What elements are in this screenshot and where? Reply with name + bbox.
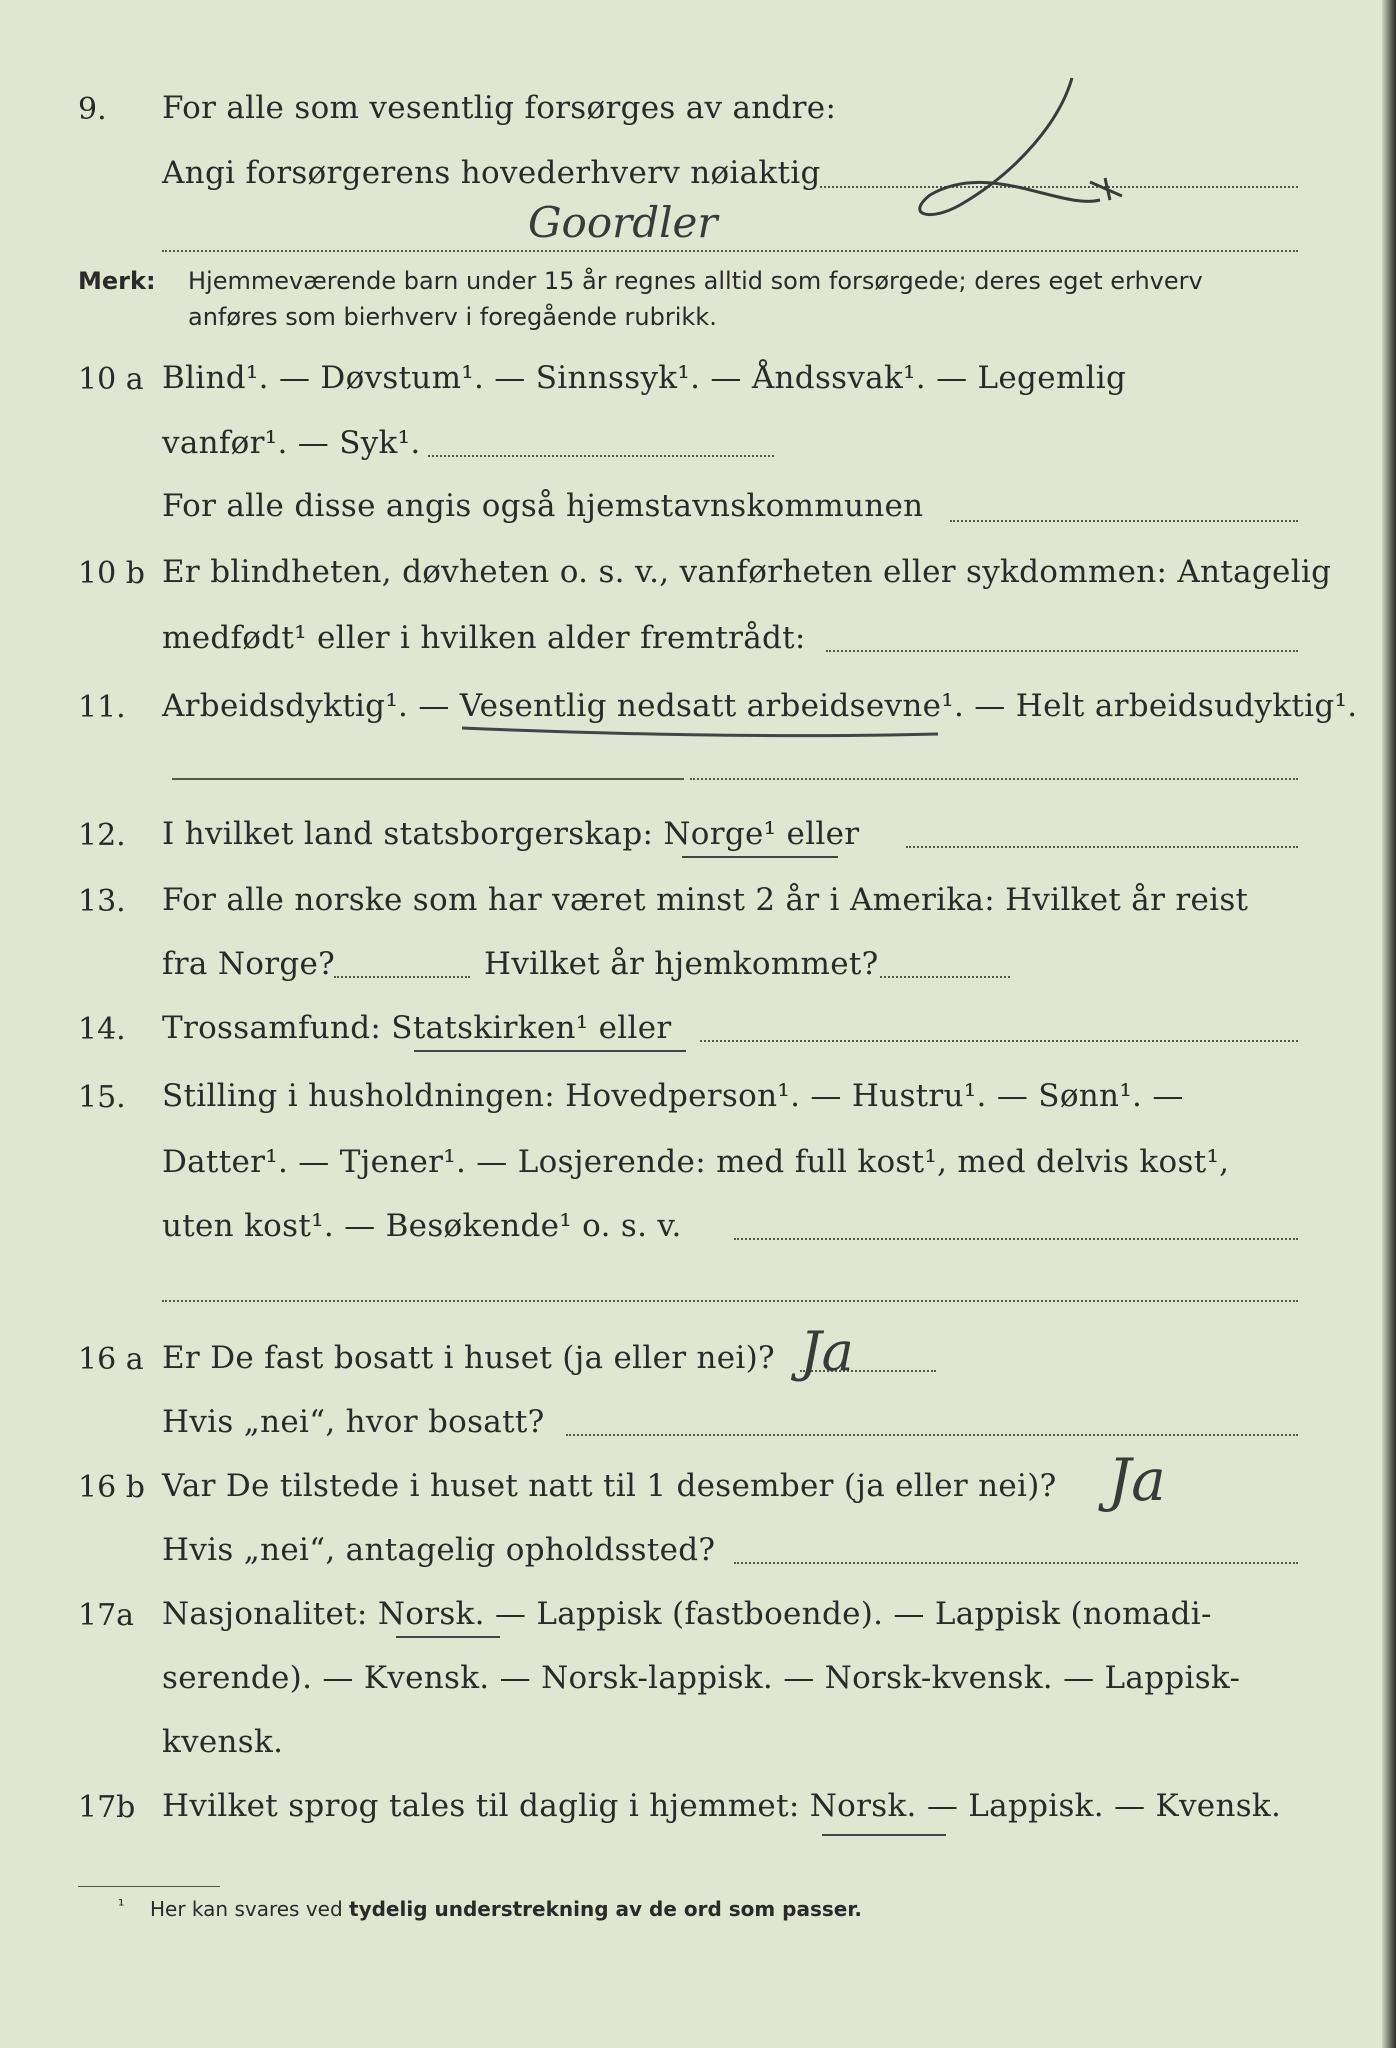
- q16b-line1: Var De tilstede i huset natt til 1 desember (ja eller nei)?: [162, 1468, 1057, 1504]
- q16b-opholdssted-line[interactable]: [734, 1562, 1298, 1564]
- footnote-text-bold: tydelig understrekning av de ord som passer.: [349, 1897, 862, 1921]
- merk-line2: anføres som bierhverv i foregående rubrikk.: [188, 303, 717, 331]
- q16b-number: 16 b: [78, 1470, 145, 1505]
- q9-number: 9.: [78, 92, 107, 127]
- q13-line1: For alle norske som har været minst 2 år i Amerika: Hvilket år reist: [162, 882, 1249, 918]
- footnote-rule: [78, 1886, 220, 1887]
- merk-line1: Hjemmeværende barn under 15 år regnes alltid som forsørgede; deres eget erhverv: [188, 267, 1203, 295]
- q10a-line2: vanfør¹. — Syk¹.: [162, 425, 421, 461]
- q12-norge-underline: [682, 856, 838, 858]
- q12-number: 12.: [78, 818, 126, 853]
- footnote-text-plain: Her kan svares ved: [150, 1897, 343, 1921]
- q13-number: 13.: [78, 884, 126, 919]
- q16a-number: 16 a: [78, 1342, 144, 1377]
- q13-reist-line[interactable]: [334, 976, 470, 978]
- q13-line2b: Hvilket år hjemkommet?: [484, 946, 879, 982]
- q16a-line2: Hvis „nei“, hvor bosatt?: [162, 1404, 545, 1440]
- q17a-number: 17a: [78, 1598, 135, 1633]
- q10a-number: 10 a: [78, 362, 144, 397]
- q15-line1: Stilling i husholdningen: Hovedperson¹. — Hustru¹. — Sønn¹. —: [162, 1078, 1184, 1114]
- q13-hjemkommet-line[interactable]: [880, 976, 1010, 978]
- q10b-number: 10 b: [78, 556, 145, 591]
- q9-handwritten-answer: Goordler: [528, 198, 718, 247]
- q17b-line1: Hvilket sprog tales til daglig i hjemmet: Norsk. — Lappisk. — Kvensk.: [162, 1788, 1282, 1824]
- q10a-line3: For alle disse angis også hjemstavnskommunen: [162, 488, 924, 524]
- q17b-norsk-underline: [822, 1834, 946, 1836]
- q14-number: 14.: [78, 1012, 126, 1047]
- q15-line2: Datter¹. — Tjener¹. — Losjerende: med full kost¹, med delvis kost¹,: [162, 1144, 1230, 1180]
- q9-line1: For alle som vesentlig forsørges av andre:: [162, 90, 837, 126]
- q12-answer-line[interactable]: [906, 846, 1298, 848]
- q16b-line2: Hvis „nei“, antagelig opholdssted?: [162, 1532, 716, 1568]
- q12-line1: I hvilket land statsborgerskap: Norge¹ eller: [162, 816, 860, 852]
- q17a-norsk-underline: [396, 1636, 500, 1638]
- q15-answer-line-2[interactable]: [162, 1300, 1298, 1302]
- q14-line1: Trossamfund: Statskirken¹ eller: [162, 1010, 672, 1046]
- q13-line2a: fra Norge?: [162, 946, 336, 982]
- q10b-line1: Er blindheten, døvheten o. s. v., vanførheten eller sykdommen: Antagelig: [162, 554, 1332, 590]
- q17b-number: 17b: [78, 1790, 136, 1825]
- q16a-line1: Er De fast bosatt i huset (ja eller nei)?: [162, 1340, 775, 1376]
- q17a-line1: Nasjonalitet: Norsk. — Lappisk (fastboende). — Lappisk (nomadi-: [162, 1596, 1212, 1632]
- q15-answer-line[interactable]: [734, 1238, 1298, 1240]
- q10b-line2: medfødt¹ eller i hvilken alder fremtrådt:: [162, 620, 806, 656]
- merk-label: Merk:: [78, 267, 156, 295]
- q14-answer-line[interactable]: [700, 1040, 1298, 1042]
- footnote-mark: ¹: [118, 1896, 125, 1915]
- q16b-handwritten-answer: Ja: [1108, 1446, 1166, 1514]
- q11-line1: Arbeidsdyktig¹. — Vesentlig nedsatt arbeidsevne¹. — Helt arbeidsudyktig¹.: [162, 688, 1358, 724]
- q9-line2: Angi forsørgerens hovederhverv nøiaktig: [162, 155, 821, 191]
- q10a-line1: Blind¹. — Døvstum¹. — Sinnssyk¹. — Åndssvak¹. — Legemlig: [162, 360, 1127, 396]
- q17a-line2: serende). — Kvensk. — Norsk-lappisk. — Norsk-kvensk. — Lappisk-: [162, 1660, 1241, 1696]
- q17a-line3: kvensk.: [162, 1724, 284, 1760]
- q14-statskirken-underline: [414, 1050, 686, 1052]
- q15-line3: uten kost¹. — Besøkende¹ o. s. v.: [162, 1208, 682, 1244]
- q11-number: 11.: [78, 690, 126, 725]
- q11-separator-left: [172, 778, 684, 780]
- footnote-text: [150, 1897, 862, 1921]
- q11-separator-right: [690, 778, 1298, 780]
- q16a-handwritten-answer: Ja: [800, 1320, 854, 1383]
- q11-underline-stroke: [0, 0, 1396, 760]
- q15-number: 15.: [78, 1080, 126, 1115]
- q16a-bosatt-line[interactable]: [566, 1434, 1298, 1436]
